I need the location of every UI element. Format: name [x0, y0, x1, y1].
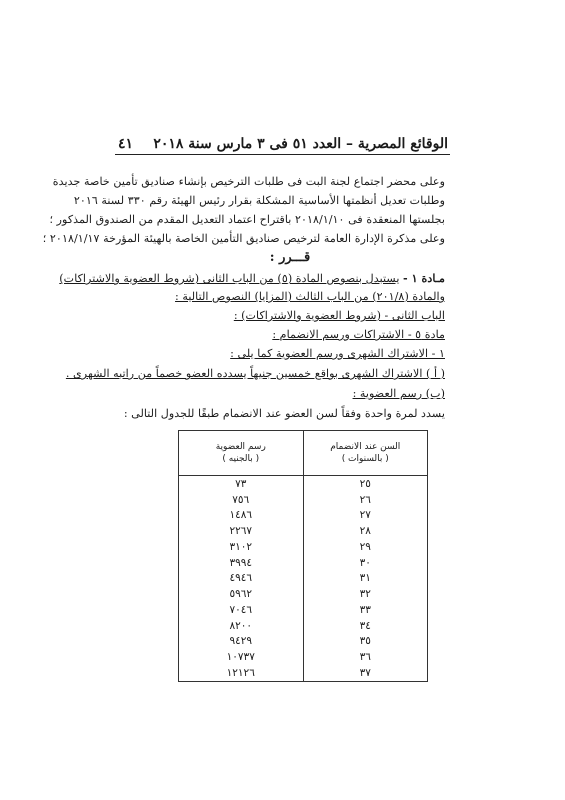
age-cell: ٢٩	[303, 539, 428, 555]
age-cell: ٣٠	[303, 555, 428, 571]
table-row	[179, 665, 428, 681]
fee-cell: ٧٥٦	[179, 492, 304, 508]
running-title: الوقائع المصرية – العدد ٥١ فى ٣ مارس سنة ٢٠١٨	[153, 136, 448, 152]
age-cell: ٣٥	[303, 634, 428, 650]
body-line-4: وعلى مذكرة الإدارة العامة لترخيص صناديق التأمين الخاصة بالهيئة المؤرخة ٢٠١٨/١/١٧ ؛	[42, 232, 445, 245]
fee-cell: ٧٣	[179, 476, 304, 492]
clause-a: ( أ ) الاشتراك الشهرى بواقع خمسين جنيهاً يسدده العضو خصماً من راتبه الشهرى .	[65, 367, 445, 380]
fee-cell: ٤٩٤٦	[179, 571, 304, 587]
age-cell: ٢٨	[303, 523, 428, 539]
fee-column-header: رسم العضوية ( بالجنيه )	[179, 431, 304, 476]
body-line-1: وعلى محضر اجتماع لجنة البت فى طلبات الترخيص بإنشاء صناديق تأمين خاصة جديدة	[52, 175, 445, 188]
age-cell: ٣٧	[303, 665, 428, 681]
clause-1: ١ - الاشتراك الشهرى ورسم العضوية كما يلى :	[230, 347, 445, 360]
table-row	[179, 571, 428, 587]
table-row	[179, 634, 428, 650]
age-column-header: السن عند الانضمام ( بالسنوات )	[303, 431, 428, 476]
fee-cell: ٣١٠٢	[179, 539, 304, 555]
fee-cell: ٣٩٩٤	[179, 555, 304, 571]
age-cell: ٢٦	[303, 492, 428, 508]
table-header-row	[179, 431, 428, 476]
age-cell: ٢٥	[303, 476, 428, 492]
body-line-3: بجلستها المنعقدة فى ٢٠١٨/١/١٠ باقتراح اعتماد التعديل المقدم من الصندوق المذكور ؛	[49, 213, 445, 226]
fee-cell: ٩٤٢٩	[179, 634, 304, 650]
table-row	[179, 492, 428, 508]
age-cell: ٣٣	[303, 602, 428, 618]
table-row	[179, 539, 428, 555]
article-1-line-1	[59, 270, 445, 287]
page-number: ٤١	[118, 136, 134, 152]
table-row	[179, 649, 428, 665]
article-5-title: مادة ٥ - الاشتراكات ورسم الانضمام :	[272, 328, 445, 341]
age-cell: ٢٧	[303, 508, 428, 524]
membership-fee-table	[178, 430, 428, 682]
article-1-text-1: يستبدل بنصوص المادة (٥) من الباب الثانى (شروط العضوية والاشتراكات)	[59, 272, 400, 285]
table-row	[179, 555, 428, 571]
age-cell: ٣١	[303, 571, 428, 587]
table-row	[179, 476, 428, 492]
article-1-line-2: والمادة (٢٠١/٨) من الباب الثالث (المزايا) النصوص التالية :	[175, 290, 445, 303]
table-row	[179, 508, 428, 524]
decree-heading: قـــرر :	[269, 250, 311, 265]
fee-cell: ٥٩٦٢	[179, 586, 304, 602]
chapter-title: الباب الثانى - (شروط العضوية والاشتراكات) :	[233, 309, 445, 322]
table-row	[179, 523, 428, 539]
fee-cell: ١٢١٢٦	[179, 665, 304, 681]
fee-cell: ٨٢٠٠	[179, 618, 304, 634]
fee-cell: ١٤٨٦	[179, 508, 304, 524]
age-cell: ٣٦	[303, 649, 428, 665]
age-cell: ٣٢	[303, 586, 428, 602]
table-row	[179, 618, 428, 634]
body-line-2: وطلبات تعديل أنظمتها الأساسية المشكلة بقرار رئيس الهيئة رقم ٣٣٠ لسنة ٢٠١٦	[73, 194, 445, 207]
page-header	[118, 130, 448, 152]
fee-cell: ١٠٧٣٧	[179, 649, 304, 665]
article-1-label: مـادة ١ -	[403, 271, 445, 285]
clause-b: (ب) رسم العضوية :	[352, 387, 445, 400]
table-row	[179, 602, 428, 618]
age-cell: ٣٤	[303, 618, 428, 634]
clause-b-text: يسدد لمرة واحدة وفقاً لسن العضو عند الانضمام طبقًا للجدول التالى :	[123, 407, 445, 420]
fee-cell: ٢٢٦٧	[179, 523, 304, 539]
fee-cell: ٧٠٤٦	[179, 602, 304, 618]
table-row	[179, 586, 428, 602]
header-divider	[115, 154, 450, 155]
